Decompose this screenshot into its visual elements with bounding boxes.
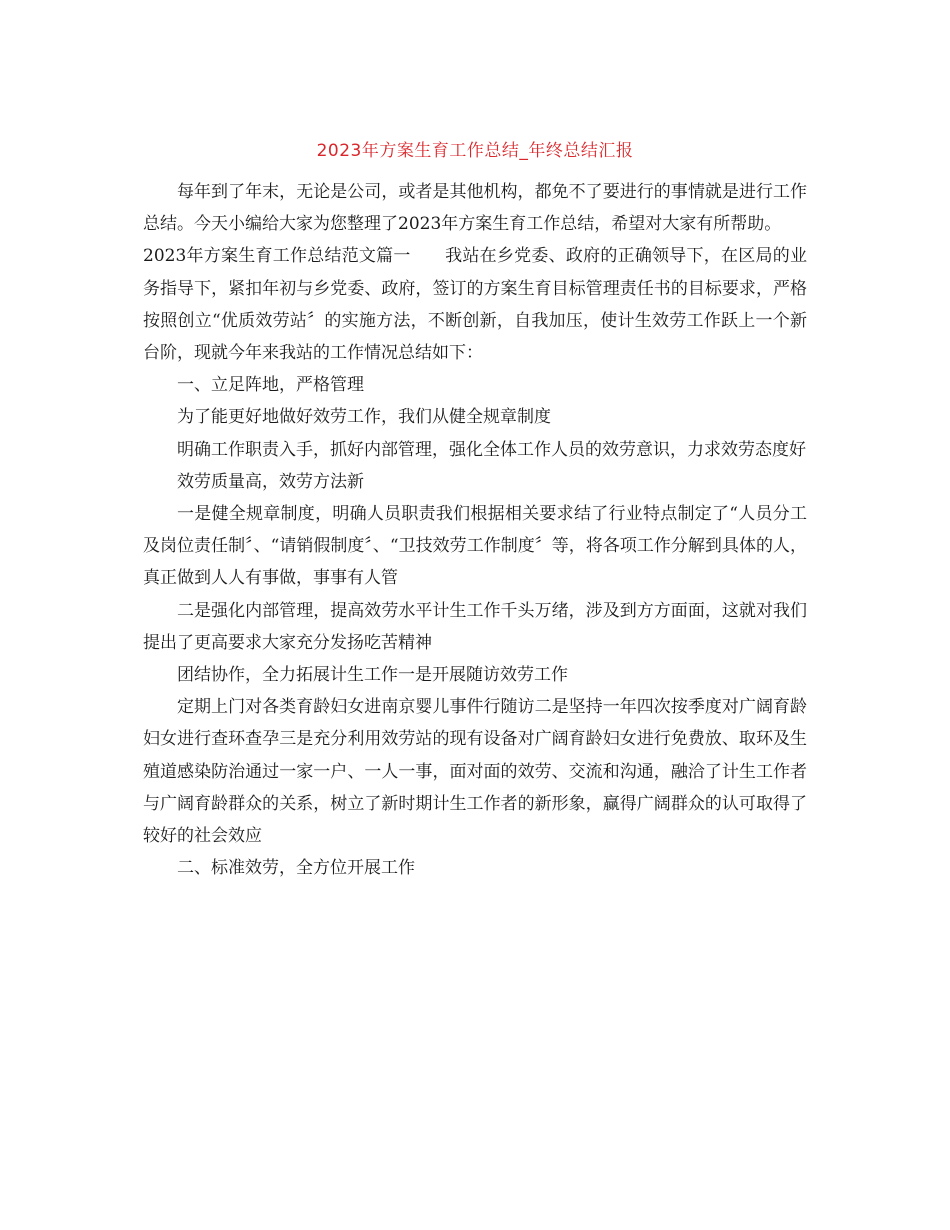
section-heading-two: 二、标准效劳，全方位开展工作	[177, 858, 415, 879]
paragraph-intro: 每年到了年末，无论是公司，或者是其他机构，都免不了要进行的事情就是进行工作总结。今天小编给大家为您整理了2023年方案生育工作总结，希望对大家有所帮助。	[143, 182, 807, 235]
paragraph: 效劳质量高，效劳方法新	[177, 471, 364, 492]
paragraph: 为了能更好地做好效劳工作，我们从健全规章制度	[177, 407, 551, 428]
paragraph-article-one: 2023年方案生育工作总结范文篇一 我站在乡党委、政府的正确领导下，在区局的业务指导下，紧扣年初与乡党委、政府，签订的方案生育目标管理责任书的目标要求，严格按照创立“优质效劳站〞的实施方法，不断创新，自我加压，使计生效劳工作跃上一个新台阶，现就今年来我站的工作情况总结如下：	[143, 246, 807, 364]
paragraph: 明确工作职责入手，抓好内部管理，强化全体工作人员的效劳意识，力求效劳态度好	[177, 439, 806, 460]
paragraph: 二是强化内部管理，提高效劳水平计生工作千头万绪，涉及到方方面面，这就对我们提出了更高要求大家充分发扬吃苦精神	[143, 600, 807, 653]
section-heading-one: 一、立足阵地，严格管理	[177, 375, 364, 396]
paragraph: 一是健全规章制度，明确人员职责我们根据相关要求结了行业特点制定了“人员分工及岗位责任制〞、“请销假制度〞、“卫技效劳工作制度〞等，将各项工作分解到具体的人，真正做到人人有事做，事事有人管	[143, 504, 807, 589]
document-body	[143, 176, 807, 884]
paragraph: 团结协作，全力拓展计生工作一是开展随访效劳工作	[177, 665, 568, 686]
document-title: 2023年方案生育工作总结_年终总结汇报	[316, 141, 634, 161]
paragraph: 定期上门对各类育龄妇女进南京婴儿事件行随访二是坚持一年四次按季度对广阔育龄妇女进行查环查孕三是充分利用效劳站的现有设备对广阔育龄妇女进行免费放、取环及生殖道感染防治通过一家一户、一人一事，面对面的效劳、交流和沟通，融洽了计生工作者与广阔育龄群众的关系，树立了新时期计生工作者的新形象，赢得广阔群众的认可取得了较好的社会效应	[143, 697, 807, 847]
